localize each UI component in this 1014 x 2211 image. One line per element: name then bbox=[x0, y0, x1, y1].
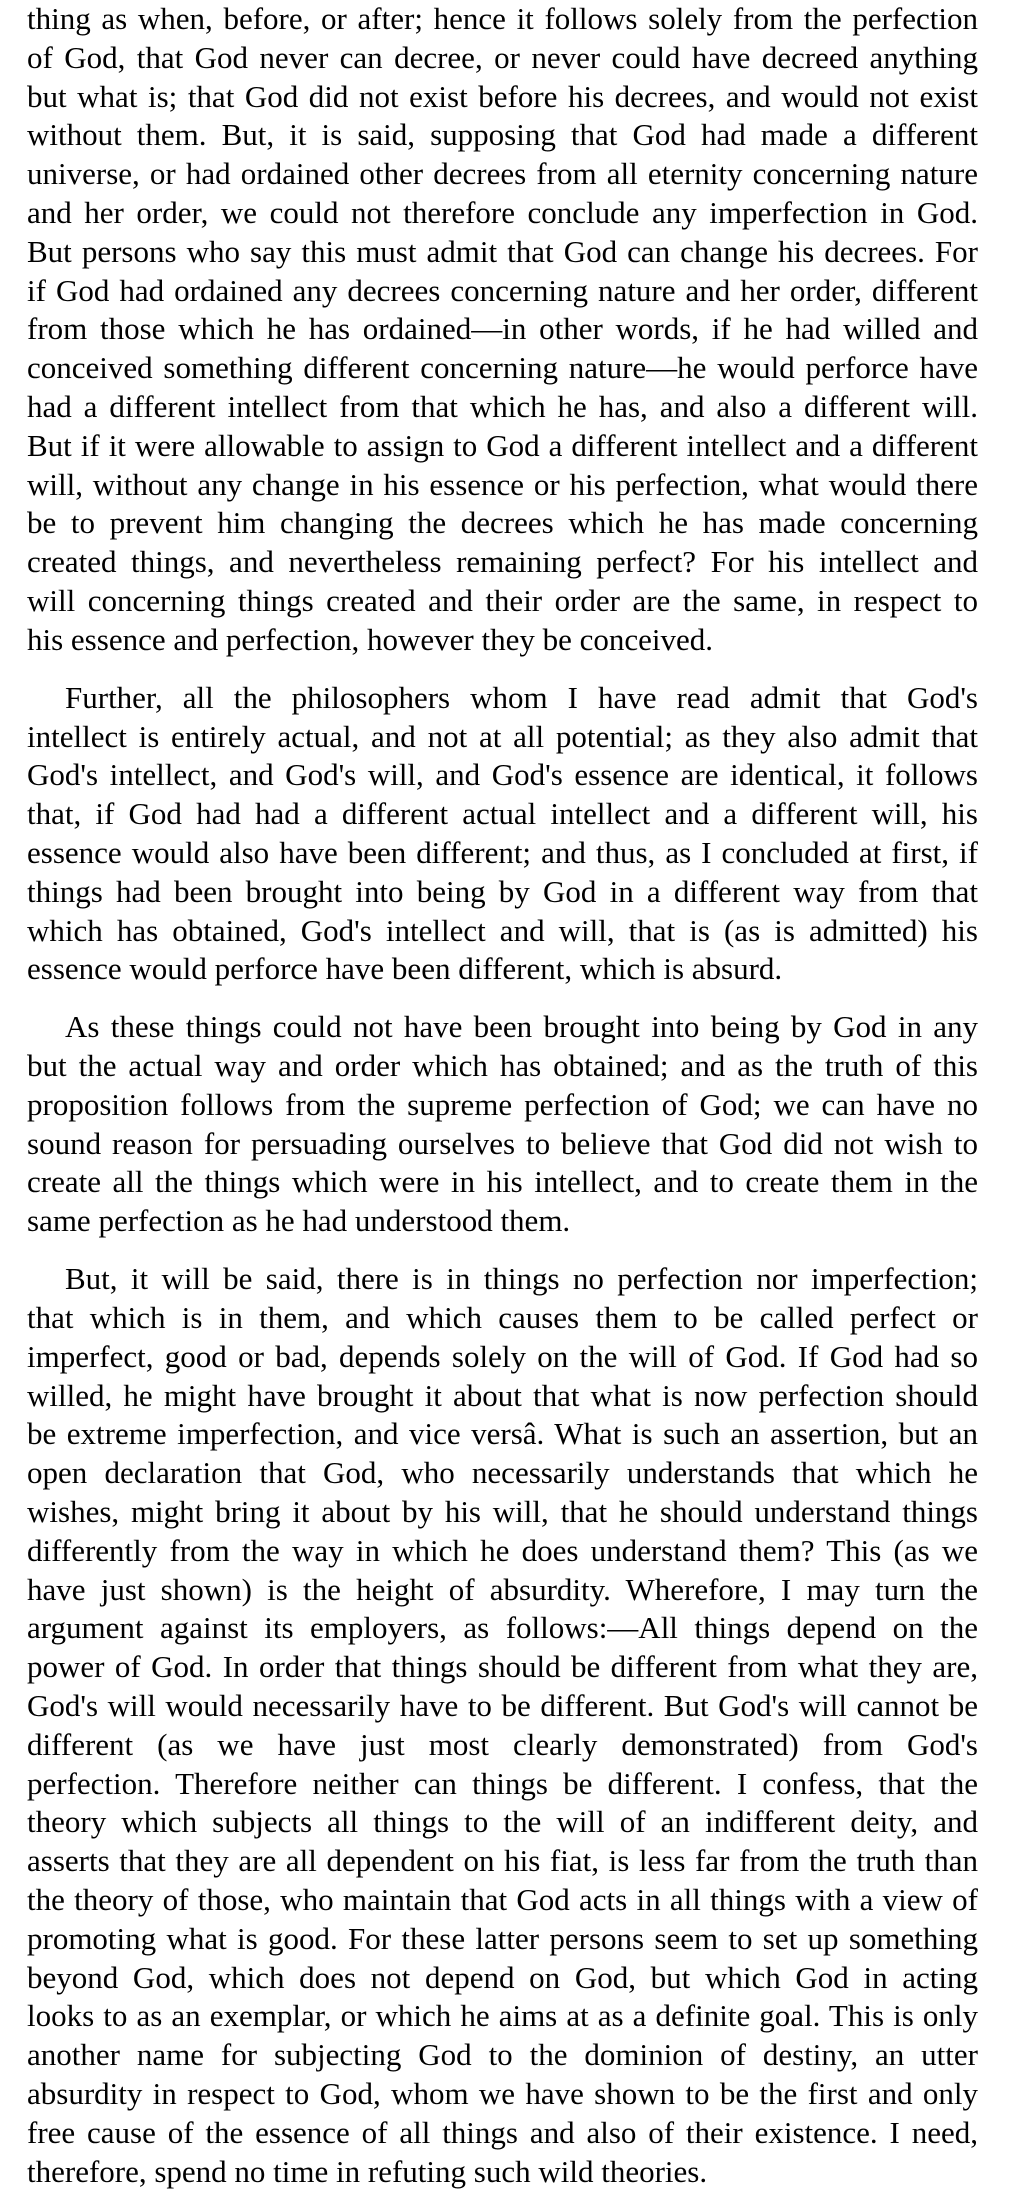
paragraph-2 bbox=[27, 679, 978, 989]
text-line: same perfection as he had understood them. bbox=[27, 1203, 571, 1239]
text-line: open declaration that God, who necessarily understands that which he bbox=[27, 1455, 978, 1491]
text-line: But, it will be said, there is in things no perfection nor imperfection; bbox=[65, 1261, 978, 1297]
text-line: without them. But, it is said, supposing that God had made a different bbox=[27, 117, 978, 153]
text-line: thing as when, before, or after; hence it follows solely from the perfection bbox=[27, 1, 978, 36]
text-line: differently from the way in which he does understand them? This (as we bbox=[27, 1532, 978, 1568]
paragraph-1 bbox=[27, 0, 978, 660]
text-line: be extreme imperfection, and vice versâ. What is such an assertion, but an bbox=[27, 1416, 978, 1452]
text-line: God's will would necessarily have to be different. But God's will cannot be bbox=[27, 1688, 978, 1724]
paragraph-3 bbox=[27, 1008, 978, 1241]
text-line: sound reason for persuading ourselves to believe that God did not wish to bbox=[27, 1125, 978, 1161]
text-line: essence would perforce have been different, which is absurd. bbox=[27, 951, 783, 987]
document-page bbox=[27, 0, 978, 2211]
text-line: be to prevent him changing the decrees which he has made concerning bbox=[27, 505, 978, 541]
text-line: looks to as an exemplar, or which he aims at as a definite goal. This is only bbox=[27, 1998, 978, 2034]
text-line: the theory of those, who maintain that God acts in all things with a view of bbox=[27, 1882, 978, 1918]
text-line: But if it were allowable to assign to God a different intellect and a different bbox=[27, 427, 978, 463]
text-line: imperfect, good or bad, depends solely on the will of God. If God had so bbox=[27, 1338, 978, 1374]
text-line: his essence and perfection, however they be conceived. bbox=[27, 621, 714, 657]
text-line: willed, he might have brought it about that what is now perfection should bbox=[27, 1377, 978, 1413]
text-line: beyond God, which does not depend on God, but which God in acting bbox=[27, 1959, 978, 1995]
text-line: But persons who say this must admit that God can change his decrees. For bbox=[27, 233, 978, 269]
text-line: asserts that they are all dependent on his fiat, is less far from the truth than bbox=[27, 1843, 978, 1879]
text-line: free cause of the essence of all things and also of their existence. I need, bbox=[27, 2114, 978, 2150]
text-line: which has obtained, God's intellect and will, that is (as is admitted) his bbox=[27, 912, 978, 948]
text-line: but what is; that God did not exist before his decrees, and would not exist bbox=[27, 78, 978, 114]
text-line: will concerning things created and their order are the same, in respect to bbox=[27, 582, 978, 618]
text-line: conceived something different concerning nature—he would perforce have bbox=[27, 350, 978, 386]
text-line: things had been brought into being by God in a different way from that bbox=[27, 873, 978, 909]
text-line: create all the things which were in his intellect, and to create them in the bbox=[27, 1164, 978, 1200]
text-line: have just shown) is the height of absurdity. Wherefore, I may turn the bbox=[27, 1571, 978, 1607]
text-line: different (as we have just most clearly demonstrated) from God's bbox=[27, 1726, 978, 1762]
text-line: will, without any change in his essence or his perfection, what would there bbox=[27, 466, 978, 502]
text-line: that, if God had had a different actual intellect and a different will, his bbox=[27, 796, 978, 832]
text-line: wishes, might bring it about by his will, that he should understand things bbox=[27, 1494, 978, 1530]
text-line: power of God. In order that things should be different from what they are, bbox=[27, 1649, 978, 1685]
text-line: and her order, we could not therefore conclude any imperfection in God. bbox=[27, 194, 978, 230]
text-line: universe, or had ordained other decrees from all eternity concerning nature bbox=[27, 156, 978, 192]
paragraph-4 bbox=[27, 1260, 978, 2191]
text-line: Further, all the philosophers whom I have read admit that God's bbox=[65, 679, 978, 715]
text-line: intellect is entirely actual, and not at all potential; as they also admit that bbox=[27, 718, 978, 754]
text-line: that which is in them, and which causes them to be called perfect or bbox=[27, 1300, 978, 1336]
text-line: argument against its employers, as follows:—All things depend on the bbox=[27, 1610, 978, 1646]
text-line: had a different intellect from that which he has, and also a different will. bbox=[27, 388, 978, 424]
text-line: essence would also have been different; and thus, as I concluded at first, if bbox=[27, 834, 978, 870]
text-line: another name for subjecting God to the dominion of destiny, an utter bbox=[27, 2037, 978, 2073]
text-line: but the actual way and order which has obtained; and as the truth of this bbox=[27, 1048, 978, 1084]
text-line: of God, that God never can decree, or never could have decreed anything bbox=[27, 39, 978, 75]
text-line: As these things could not have been brought into being by God in any bbox=[65, 1009, 978, 1045]
text-line: perfection. Therefore neither can things be different. I confess, that the bbox=[27, 1765, 978, 1801]
text-line: therefore, spend no time in refuting such wild theories. bbox=[27, 2153, 708, 2189]
text-line: God's intellect, and God's will, and God's essence are identical, it follows bbox=[27, 757, 978, 793]
text-line: promoting what is good. For these latter persons seem to set up something bbox=[27, 1920, 978, 1956]
text-line: if God had ordained any decrees concerning nature and her order, different bbox=[27, 272, 978, 308]
text-line: absurdity in respect to God, whom we have shown to be the first and only bbox=[27, 2076, 978, 2111]
text-line: proposition follows from the supreme perfection of God; we can have no bbox=[27, 1086, 978, 1122]
text-line: created things, and nevertheless remaining perfect? For his intellect and bbox=[27, 544, 978, 580]
text-line: from those which he has ordained—in other words, if he had willed and bbox=[27, 311, 978, 347]
text-line: theory which subjects all things to the will of an indifferent deity, and bbox=[27, 1804, 978, 1840]
